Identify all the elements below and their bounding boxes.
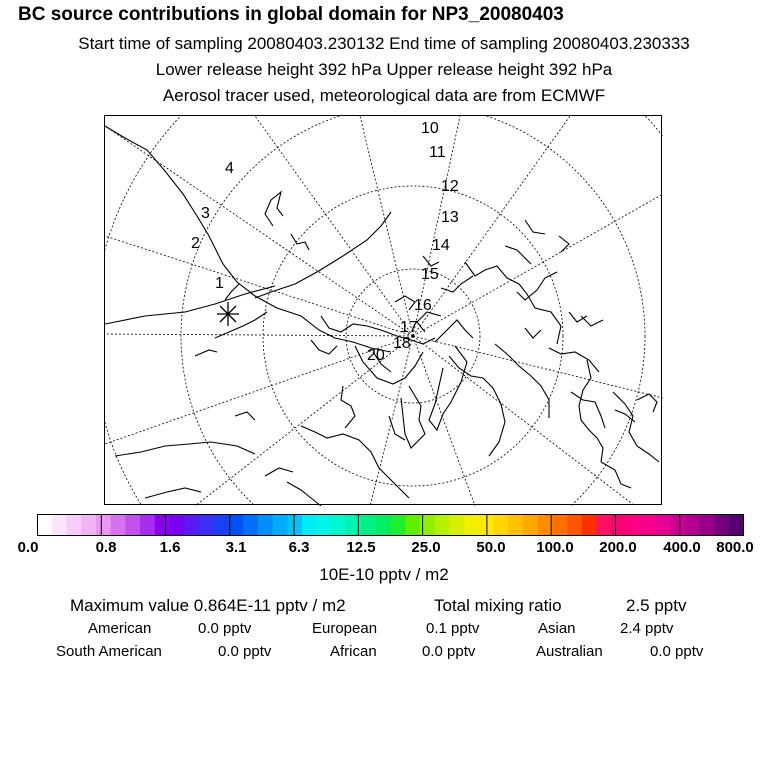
tick-label: 3.1 (225, 539, 247, 556)
colorbar-swatch (449, 514, 464, 536)
tick-label: 0.0 (17, 539, 39, 556)
colorbar-swatch (37, 514, 52, 536)
region-value: 0.0 pptv (650, 643, 704, 660)
colorbar-swatch (111, 514, 126, 536)
colorbar-swatch (66, 514, 81, 536)
colorbar-swatch (376, 514, 391, 536)
colorbar-swatch (199, 514, 214, 536)
colorbar-swatch (656, 514, 671, 536)
polar-map (104, 115, 662, 505)
colorbar-swatch (553, 514, 568, 536)
colorbar-swatch (715, 514, 730, 536)
colorbar-swatch (567, 514, 582, 536)
colorbar-swatch (729, 514, 744, 536)
traj-label-17: 17 (400, 319, 418, 336)
colorbar-swatch (670, 514, 685, 536)
tick-label: 1.6 (159, 539, 181, 556)
colorbar-swatch (332, 514, 347, 536)
region-name: European (312, 620, 378, 637)
traj-label-1: 1 (215, 275, 224, 292)
colorbar-swatch (243, 514, 258, 536)
colorbar-swatch (317, 514, 332, 536)
colorbar-swatch (170, 514, 185, 536)
region-value: 0.0 pptv (422, 643, 476, 660)
colorbar-swatch (52, 514, 67, 536)
tracer-info-line: Aerosol tracer used, meteorological data are from ECMWF (162, 86, 606, 105)
total-mixing-label: Total mixing ratio (434, 596, 562, 615)
colorbar-swatch (494, 514, 509, 536)
traj-label-16: 16 (414, 297, 432, 314)
traj-label-15: 15 (421, 266, 439, 283)
region-name: African (330, 643, 377, 660)
region-value: 0.0 pptv (198, 620, 252, 637)
traj-label-12: 12 (441, 178, 459, 195)
colorbar-swatch (81, 514, 96, 536)
colorbar-swatch (125, 514, 140, 536)
traj-label-11: 11 (429, 144, 446, 161)
colorbar-units: 10E-10 pptv / m2 (319, 565, 449, 584)
tick-label: 200.0 (599, 539, 637, 556)
plot-title: BC source contributions in global domain for NP3_20080403 (18, 4, 564, 25)
map-svg (105, 116, 663, 506)
tick-label: 800.0 (716, 539, 754, 556)
region-name: Australian (536, 643, 603, 660)
colorbar-swatch (464, 514, 479, 536)
traj-label-3: 3 (201, 205, 210, 222)
region-name: Asian (538, 620, 576, 637)
colorbar-swatch (258, 514, 273, 536)
asterisk-icon (217, 302, 239, 326)
traj-label-4: 4 (225, 160, 234, 177)
traj-label-20: 20 (367, 347, 385, 364)
colorbar-swatch (346, 514, 361, 536)
traj-label-2: 2 (191, 235, 200, 252)
trajectory-labels (191, 120, 459, 364)
colorbar-swatch (523, 514, 538, 536)
colorbar-swatch (155, 514, 170, 536)
sampling-time-line: Start time of sampling 20080403.230132 End time of sampling 20080403.230333 (78, 34, 690, 53)
colorbar-swatch (508, 514, 523, 536)
colorbar-swatch (391, 514, 406, 536)
colorbar-swatch (626, 514, 641, 536)
region-name: South American (56, 643, 162, 660)
traj-label-14: 14 (432, 237, 450, 254)
colorbar-swatch (597, 514, 612, 536)
colorbar-swatch (273, 514, 288, 536)
release-height-line: Lower release height 392 hPa Upper release height 392 hPa (155, 60, 613, 79)
tick-label: 6.3 (288, 539, 310, 556)
region-name: American (88, 620, 152, 637)
colorbar-swatch (140, 514, 155, 536)
colorbar-tick-labels (0, 539, 768, 559)
tick-label: 50.0 (476, 539, 506, 556)
max-value: Maximum value 0.864E-11 pptv / m2 (70, 596, 346, 615)
colorbar (37, 514, 744, 536)
colorbar-swatch (405, 514, 420, 536)
total-mixing-value: 2.5 pptv (626, 596, 687, 615)
colorbar-swatch (96, 514, 111, 536)
tick-label: 0.8 (95, 539, 117, 556)
region-value: 0.1 pptv (426, 620, 480, 637)
traj-label-10: 10 (421, 120, 439, 137)
traj-label-18: 18 (393, 335, 411, 352)
colorbar-swatch (361, 514, 376, 536)
colorbar-swatch (611, 514, 626, 536)
colorbar-swatch (214, 514, 229, 536)
colorbar-swatch (302, 514, 317, 536)
tick-label: 12.5 (346, 539, 376, 556)
colorbar-swatch (435, 514, 450, 536)
colorbar-swatch (228, 514, 243, 536)
colorbar-swatch (287, 514, 302, 536)
region-value: 0.0 pptv (218, 643, 272, 660)
tick-label: 100.0 (536, 539, 574, 556)
region-value: 2.4 pptv (620, 620, 674, 637)
colorbar-swatch (184, 514, 199, 536)
traj-label-13: 13 (441, 209, 459, 226)
colorbar-swatch (685, 514, 700, 536)
colorbar-swatch (700, 514, 715, 536)
tick-label: 400.0 (663, 539, 701, 556)
colorbar-swatch (582, 514, 597, 536)
tick-label: 25.0 (411, 539, 441, 556)
colorbar-swatch (641, 514, 656, 536)
